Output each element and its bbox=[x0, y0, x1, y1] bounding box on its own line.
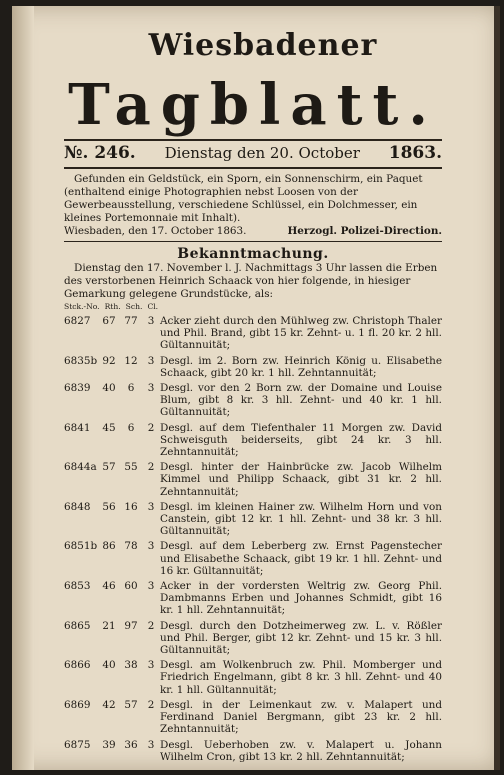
parcel-sch: 36 bbox=[124, 738, 138, 751]
parcel-number: 6869 bbox=[64, 698, 91, 711]
parcel-description: Desgl. Ueberhoben zw. v. Malapert u. Johann Wilhelm Cron, gibt 13 kr. 2 hll. Zehntannuität; bbox=[160, 738, 442, 763]
parcel-class: 3 bbox=[147, 382, 155, 395]
parcel-rth: 40 bbox=[102, 382, 116, 395]
parcel-entry bbox=[64, 620, 442, 657]
parcel-rth: 56 bbox=[102, 500, 116, 513]
parcel-rth: 57 bbox=[102, 461, 116, 474]
parcel-class: 3 bbox=[147, 500, 155, 513]
parcel-class: 3 bbox=[147, 540, 155, 553]
col-cl: Cl. bbox=[147, 302, 159, 311]
parcel-description: Acker in der vordersten Weltrig zw. Georg Phil. Dambmanns Erben und Johannes Schmidt, gibt 16 kr. 1 hll. Zehntannuität; bbox=[160, 580, 442, 617]
parcel-sch: 16 bbox=[124, 500, 138, 513]
parcel-entry bbox=[64, 355, 442, 379]
notice-signature bbox=[64, 225, 442, 238]
parcel-number: 6866 bbox=[64, 659, 91, 672]
bottom-rule bbox=[64, 167, 442, 169]
parcel-rth: 67 bbox=[102, 315, 116, 327]
column-header bbox=[64, 302, 442, 312]
parcel-description: Desgl. vor den 2 Born zw. der Domaine und Louise Blum, gibt 8 kr. 3 hll. Zehnt- und 40 kr. 1 hll. Gültannuität; bbox=[160, 382, 442, 419]
parcel-sch: 77 bbox=[124, 315, 138, 327]
parcel-sch: 55 bbox=[124, 461, 138, 474]
parcel-class: 2 bbox=[147, 421, 155, 434]
parcel-entry bbox=[64, 382, 442, 419]
parcel-entry bbox=[64, 659, 442, 696]
masthead-line1: Wiesbadener bbox=[148, 28, 378, 63]
parcel-number: 6844a bbox=[64, 461, 97, 474]
parcel-number: 6865 bbox=[64, 619, 91, 632]
parcel-entry bbox=[64, 580, 442, 617]
parcel-number: 6851b bbox=[64, 540, 98, 553]
parcel-rth: 92 bbox=[102, 354, 116, 367]
parcel-number: 6875 bbox=[64, 738, 91, 751]
col-rth: Rth. bbox=[104, 302, 121, 311]
parcel-entry bbox=[64, 540, 442, 577]
parcel-sch: 60 bbox=[124, 580, 138, 593]
issue-date: Dienstag den 20. October bbox=[164, 144, 360, 162]
parcel-class: 3 bbox=[147, 659, 155, 672]
parcel-class: 2 bbox=[147, 619, 155, 632]
newspaper-page bbox=[12, 6, 500, 770]
parcel-rth: 39 bbox=[102, 738, 116, 751]
parcel-description: Desgl. im 2. Born zw. Heinrich König u. Elisabethe Schaack, gibt 20 kr. 1 hll. Zehntannuität; bbox=[160, 354, 442, 379]
parcel-list bbox=[64, 315, 442, 763]
parcel-sch: 97 bbox=[124, 619, 138, 632]
issue-number: №. 246. bbox=[64, 143, 136, 163]
parcel-entry bbox=[64, 699, 442, 736]
parcel-number: 6853 bbox=[64, 580, 91, 593]
parcel-rth: 45 bbox=[102, 421, 116, 434]
parcel-entry bbox=[64, 739, 442, 763]
parcel-description: Acker zieht durch den Mühlweg zw. Christoph Thaler und Phil. Brand, gibt 15 kr. Zehnt- u. 1 fl. 20 kr. 2 hll. Gültannuität; bbox=[160, 315, 442, 352]
section-heading: Bekanntmachung. bbox=[177, 246, 329, 262]
parcel-number: 6835b bbox=[64, 354, 98, 367]
parcel-sch: 38 bbox=[124, 659, 138, 672]
parcel-class: 2 bbox=[147, 461, 155, 474]
parcel-number: 6839 bbox=[64, 382, 91, 395]
notice-authority: Herzogl. Polizei-Direction. bbox=[287, 225, 442, 237]
book-spine-edge bbox=[494, 6, 500, 770]
lost-found-notice: Gefunden ein Geldstück, ein Sporn, ein Sonnenschirm, ein Paquet (enthaltend einige Photographien nebst Loosen von der Gewerbeausstellung, verschiedene Schlüssel, ein Dolchmesser, ein kleines Portemonnaie mit Inhalt). bbox=[64, 173, 423, 224]
parcel-class: 3 bbox=[147, 580, 155, 593]
parcel-description: Desgl. auf dem Tiefenthaler 11 Morgen zw. David Schweisguth beiderseits, gibt 24 kr. 3 hll. Zehntannuität; bbox=[160, 421, 442, 459]
parcel-entry bbox=[64, 501, 442, 538]
parcel-description: Desgl. durch den Dotzheimerweg zw. L. v. Rößler und Phil. Berger, gibt 12 kr. Zehnt- und 15 kr. 3 hll. Gültannuität; bbox=[160, 619, 442, 657]
parcel-class: 3 bbox=[147, 315, 155, 327]
parcel-description: Desgl. hinter der Hainbrücke zw. Jacob Wilhelm Kimmel und Philipp Schaack, gibt 31 kr. 2 hll. Zehntannuität; bbox=[160, 461, 442, 498]
parcel-description: Desgl. in der Leimenkaut zw. v. Malapert und Ferdinand Daniel Bergmann, gibt 23 kr. 2 hll. Zehntannuität; bbox=[160, 698, 442, 736]
parcel-sch: 57 bbox=[124, 698, 138, 711]
parcel-rth: 40 bbox=[102, 659, 116, 672]
parcel-rth: 86 bbox=[102, 540, 116, 553]
parcel-sch: 78 bbox=[124, 540, 138, 553]
parcel-class: 2 bbox=[147, 698, 155, 711]
col-stck: Stck.-No. bbox=[64, 302, 100, 311]
parcel-description: Desgl. auf dem Leberberg zw. Ernst Pagenstecher und Elisabethe Schaack, gibt 19 kr. 1 hll. Zehnt- und 16 kr. Gültannuität; bbox=[160, 540, 442, 577]
parcel-description: Desgl. am Wolkenbruch zw. Phil. Momberger und Friedrich Engelmann, gibt 8 kr. 3 hll. Zehnt- und 40 kr. 1 hll. Gültannuität; bbox=[160, 659, 442, 696]
parcel-class: 3 bbox=[147, 738, 155, 751]
dateline bbox=[64, 141, 442, 164]
notice-place-date: Wiesbaden, den 17. October 1863. bbox=[64, 225, 247, 237]
page-content bbox=[64, 28, 442, 763]
parcel-entry bbox=[64, 461, 442, 498]
col-sch: Sch. bbox=[125, 302, 143, 311]
parcel-rth: 21 bbox=[102, 619, 116, 632]
parcel-number: 6848 bbox=[64, 500, 91, 513]
announcement-intro: Dienstag den 17. November l. J. Nachmittags 3 Uhr lassen die Erben des verstorbenen Heinrich Schaack von hier folgende, in hiesiger Gemarkung gelegene Grundstücke, als: bbox=[64, 262, 438, 300]
parcel-sch: 6 bbox=[127, 382, 135, 395]
parcel-description: Desgl. im kleinen Hainer zw. Wilhelm Horn und von Canstein, gibt 12 kr. 1 hll. Zehnt- und 38 kr. 3 hll. Gültannuität; bbox=[160, 500, 442, 538]
parcel-rth: 46 bbox=[102, 580, 116, 593]
parcel-number: 6827 bbox=[64, 315, 91, 327]
parcel-entry bbox=[64, 315, 442, 352]
page-gutter bbox=[12, 6, 34, 770]
parcel-sch: 6 bbox=[127, 421, 135, 434]
issue-year: 1863. bbox=[388, 143, 442, 163]
parcel-class: 3 bbox=[147, 354, 155, 367]
parcel-number: 6841 bbox=[64, 421, 91, 434]
parcel-entry bbox=[64, 422, 442, 459]
parcel-rth: 42 bbox=[102, 698, 116, 711]
notice-rule bbox=[64, 241, 442, 242]
parcel-sch: 12 bbox=[124, 354, 138, 367]
masthead-title: Tagblatt. bbox=[68, 72, 438, 138]
